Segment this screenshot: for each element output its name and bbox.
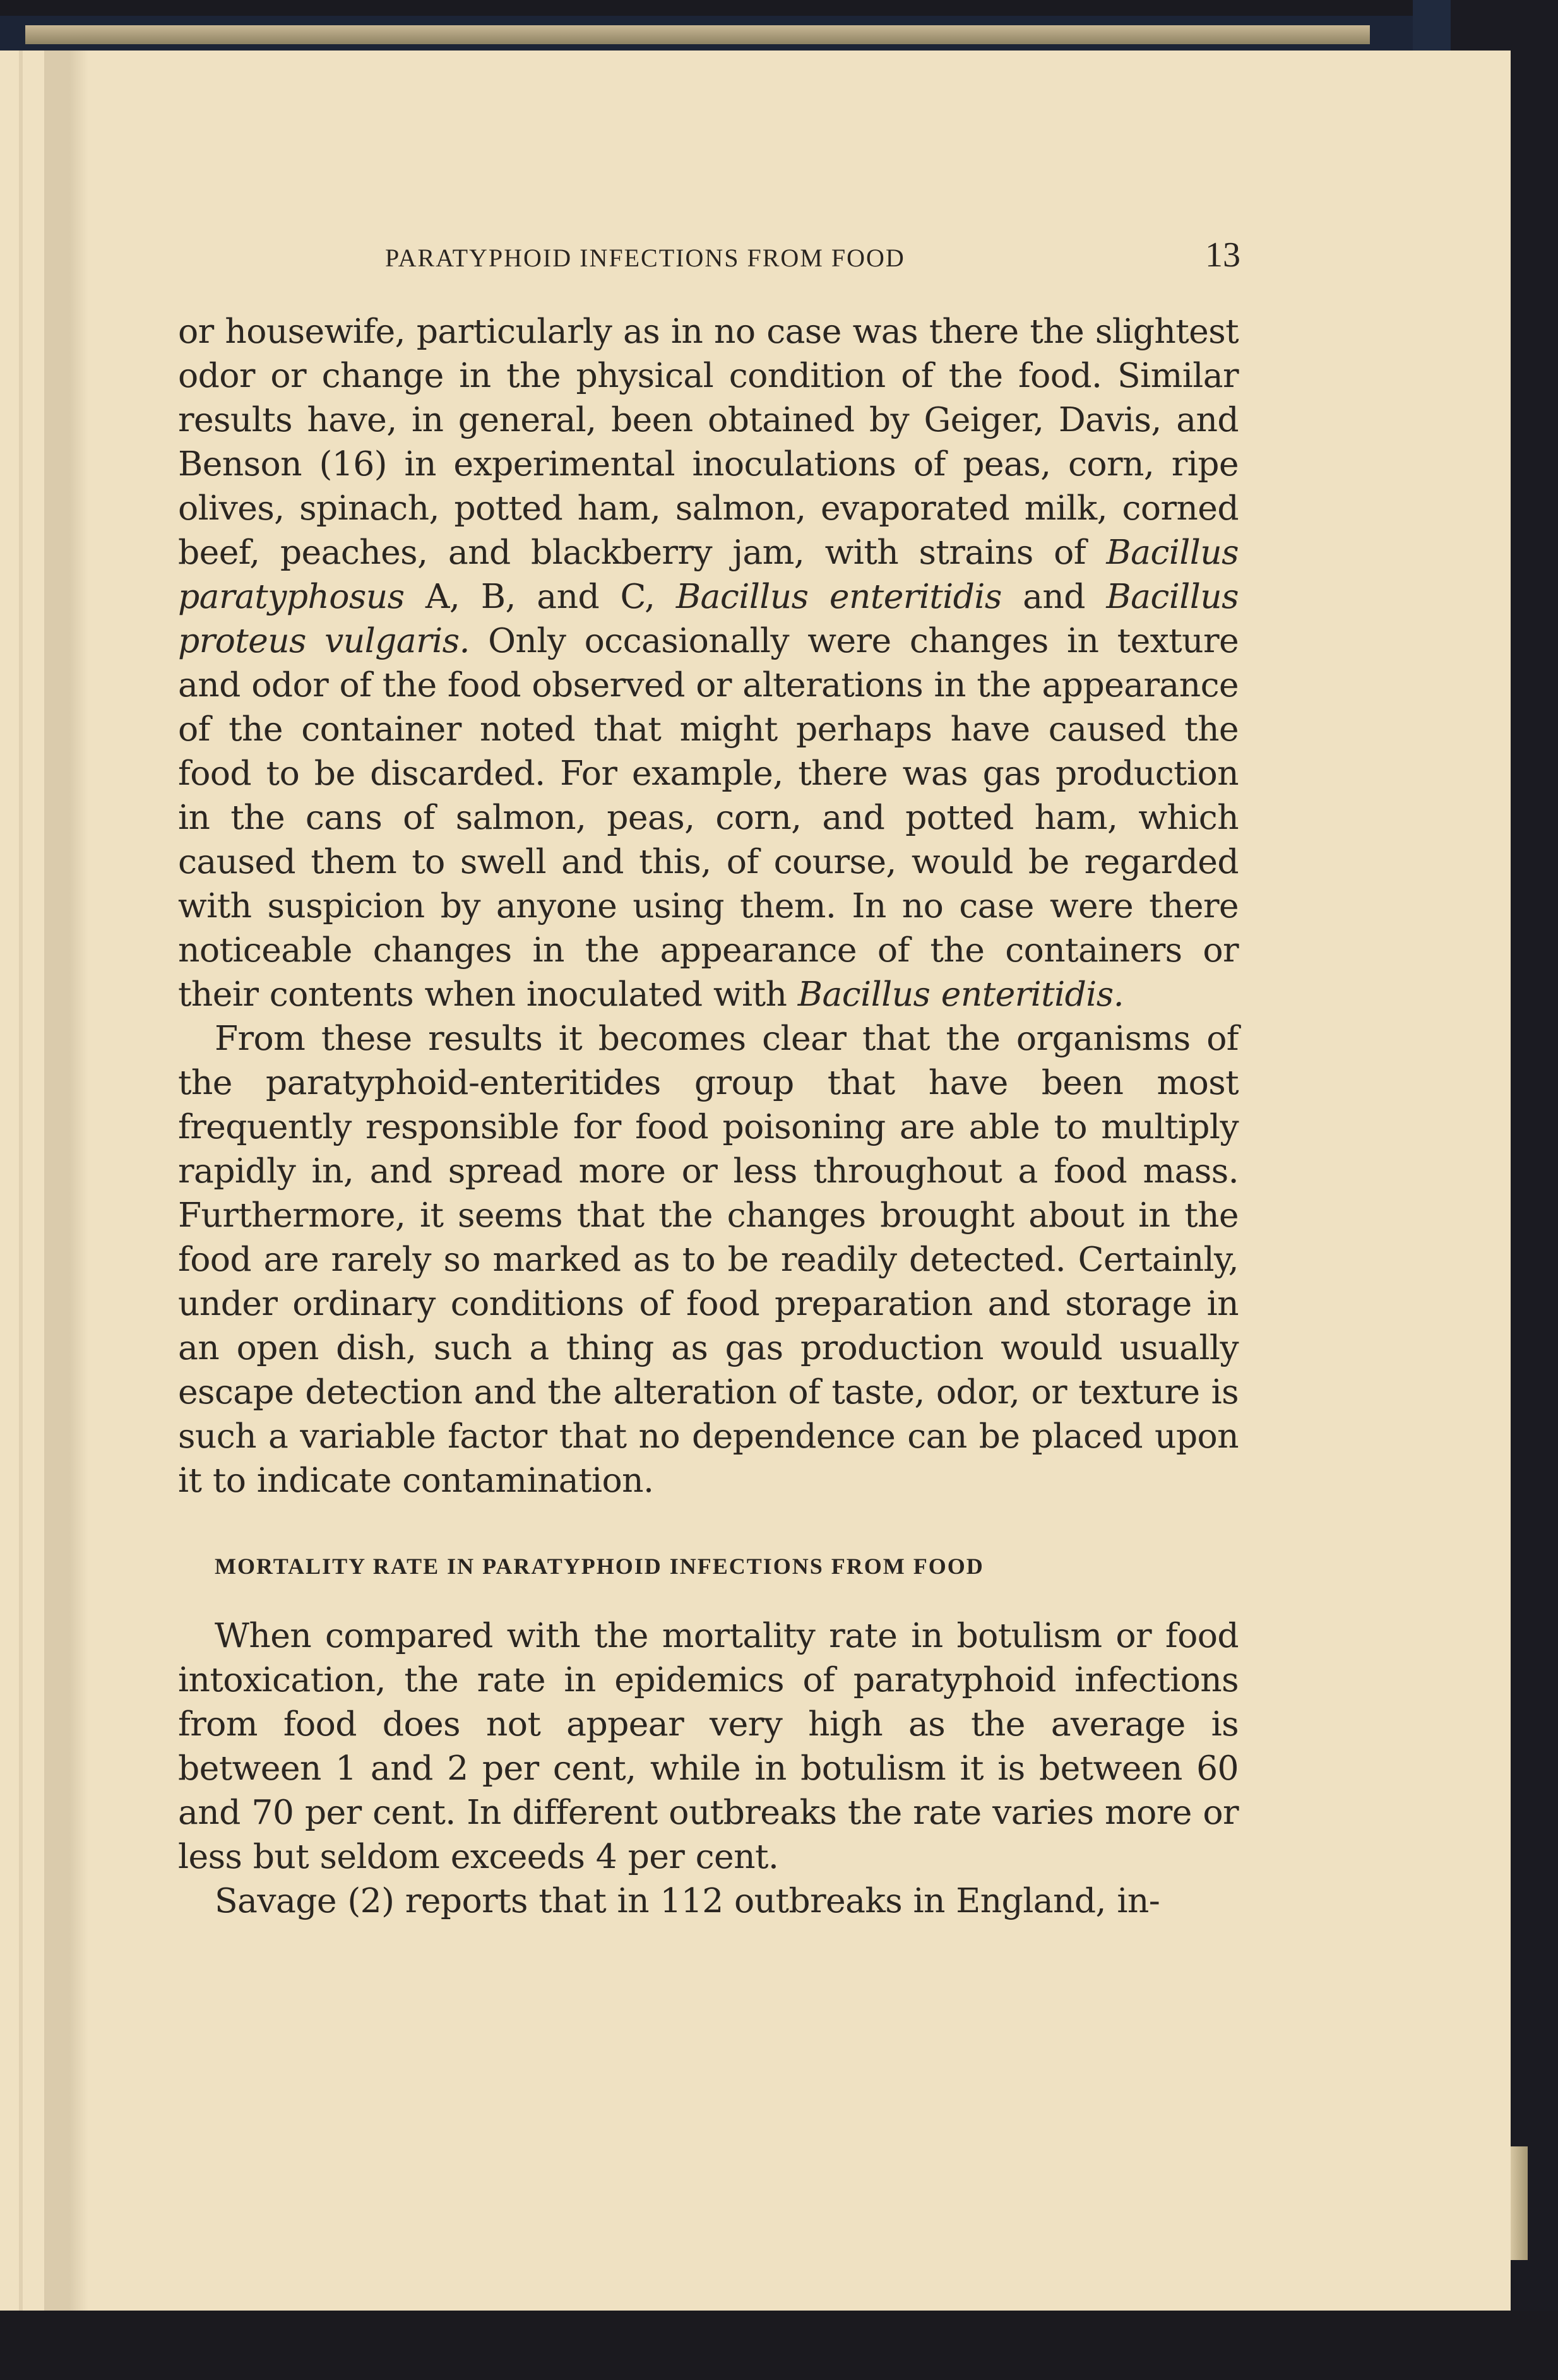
running-head (385, 235, 1240, 275)
text-run: A, B, and C, (404, 576, 676, 616)
species-name: Bacillus proteus vulgaris. (178, 576, 1239, 660)
page-stack-edge (25, 25, 1370, 44)
text-run: or housewife, particularly as in no case was there the slightest odor or change in the physical condition of the food. Similar results have, in general, been obtained by Geiger, Davis, and Benson (16) in experimental inoculations of peas, corn, ripe olives, spinach, potted ham, salmon, evaporated milk, corned beef, peaches, and blackberry jam, with strains of (178, 311, 1239, 572)
page-number: 13 (1205, 235, 1240, 275)
paragraph-2: From these results it becomes clear that the organisms of the paratyphoid-enteritides group that have been most frequently responsible for food poisoning are able to multiply rapidly in, and spread more or less throughout a food mass. Furthermore, it seems that the changes brought about in the food are rarely so marked as to be readily detected. Certainly, under ordinary conditions of food preparation and storage in an open dish, such a thing as gas production would usually escape detection and the alteration of taste, odor, or texture is such a variable factor that no dependence can be placed upon it to indicate contamination. (178, 1018, 1239, 1500)
paragraph-4: Savage (2) reports that in 112 outbreaks in England, in- (215, 1881, 1160, 1920)
text-run: and (1001, 576, 1107, 616)
species-name: Bacillus enteritidis (675, 576, 1002, 616)
book-cover-bottom (0, 2311, 1558, 2380)
body-text (178, 309, 1239, 1923)
paragraph-3: When compared with the mortality rate in botulism or food intoxication, the rate in epidemics of paratyphoid infections from food does not appear very high as the average is between 1 and 2 per cent, while in botulism it is between 60 and 70 per cent. In different outbreaks the rate varies more or less but seldom exceeds 4 per cent. (178, 1615, 1239, 1876)
paragraph-1 (178, 309, 1239, 1016)
page-stack-edge-right (1510, 2146, 1528, 2260)
species-name: Bacillus paratyphosus (178, 532, 1239, 616)
species-name: Bacillus enteritidis. (797, 974, 1124, 1014)
section-heading: MORTALITY RATE IN PARATYPHOID INFECTIONS FROM FOOD (215, 1554, 984, 1579)
running-title: PARATYPHOID INFECTIONS FROM FOOD (385, 244, 905, 272)
text-run: Only occasionally were changes in texture and odor of the food observed or alterations in the appearance of the container noted that might perhaps have caused the food to be discarded. For example, there was gas production in the cans of salmon, peas, corn, and potted ham, which caused them to swell and this, of course, would be regarded with suspicion by anyone using them. In no case were there noticeable changes in the appearance of the containers or their contents when inoculated with (178, 621, 1239, 1014)
